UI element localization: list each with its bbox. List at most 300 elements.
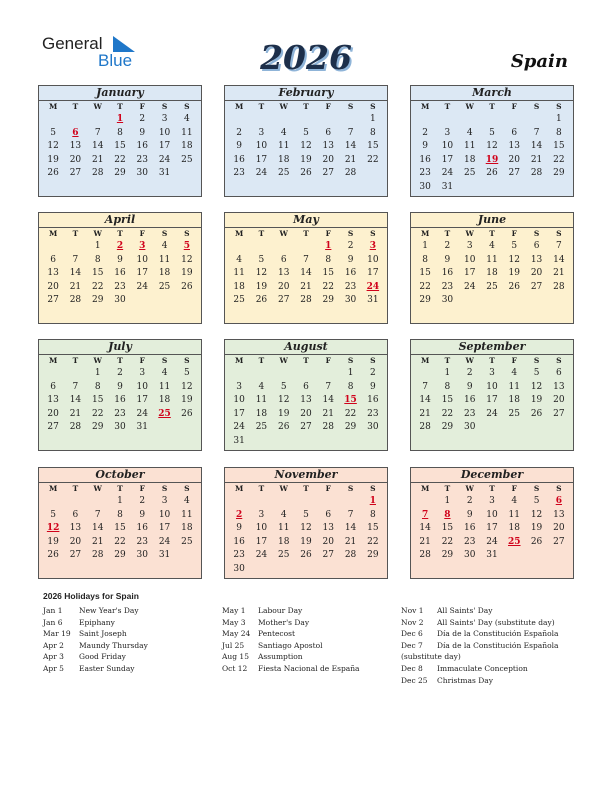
weekday-header: W <box>465 229 474 238</box>
weekday-header: M <box>420 229 430 238</box>
day-cell: 2 <box>347 241 354 251</box>
empty-cell <box>317 495 339 509</box>
day-cell: 5 <box>489 127 495 138</box>
day-cell: 20 <box>277 281 290 292</box>
weekday-header: W <box>465 356 474 365</box>
holiday-row <box>222 640 392 652</box>
holiday-name: Labour Day <box>258 606 303 615</box>
day-cell: 25 <box>255 422 268 433</box>
month-october <box>38 467 202 579</box>
day-cell: 19 <box>300 536 312 547</box>
month-grid <box>39 101 201 181</box>
day-cell: 17 <box>463 268 476 279</box>
day-cell: 26 <box>300 550 312 561</box>
empty-cell <box>317 113 339 127</box>
day-cell: 27 <box>47 295 59 306</box>
day-cell: 23 <box>114 281 126 292</box>
day-cell: 11 <box>277 141 290 152</box>
day-cell: 14 <box>553 254 565 265</box>
holiday-day-cell: 6 <box>72 127 79 138</box>
day-cell: 17 <box>441 154 454 165</box>
day-cell: 22 <box>419 281 431 292</box>
empty-cell <box>414 367 436 381</box>
day-cell: 5 <box>50 509 56 520</box>
day-cell: 30 <box>114 295 126 306</box>
day-cell: 22 <box>322 281 334 292</box>
day-cell: 6 <box>325 127 332 138</box>
weekday-header: F <box>511 484 517 493</box>
holiday-date: Dec 25 <box>401 675 428 685</box>
weekday-header: S <box>347 356 354 365</box>
month-name: May <box>225 213 387 228</box>
day-cell: 16 <box>233 536 245 547</box>
day-cell: 24 <box>255 168 268 179</box>
day-cell: 19 <box>277 408 290 419</box>
holiday-day-cell: 12 <box>46 523 60 534</box>
empty-cell <box>295 113 317 127</box>
day-cell: 23 <box>441 281 454 292</box>
day-cell: 24 <box>136 408 148 419</box>
day-cell: 9 <box>466 381 473 392</box>
day-cell: 11 <box>463 141 476 152</box>
day-cell: 15 <box>114 141 126 152</box>
month-grid <box>411 355 573 435</box>
empty-cell <box>42 495 64 509</box>
weekday-header: W <box>93 484 102 493</box>
weekday-header: S <box>556 229 562 238</box>
weekday-header: S <box>556 484 562 493</box>
day-cell: 11 <box>277 523 290 534</box>
weekday-header: T <box>258 102 265 111</box>
day-cell: 18 <box>277 536 290 547</box>
day-cell: 2 <box>369 368 376 378</box>
day-cell: 19 <box>47 536 59 547</box>
day-cell: 27 <box>322 550 334 561</box>
day-cell: 28 <box>69 422 82 433</box>
day-cell: 5 <box>533 368 540 378</box>
day-cell: 22 <box>441 408 454 419</box>
day-cell: 28 <box>419 422 431 433</box>
day-cell: 31 <box>367 295 379 306</box>
holiday-name: Assumption <box>258 652 303 662</box>
empty-cell <box>250 240 272 254</box>
holiday-day-cell: 3 <box>139 241 146 251</box>
day-cell: 22 <box>553 154 565 165</box>
day-cell: 13 <box>322 523 334 534</box>
holiday-row <box>401 605 571 617</box>
day-cell: 3 <box>258 127 265 138</box>
weekday-header: T <box>444 356 451 365</box>
day-cell: 23 <box>114 408 126 419</box>
day-cell: 8 <box>325 254 332 265</box>
day-cell: 11 <box>508 381 520 392</box>
day-cell: 28 <box>344 168 357 179</box>
page-title-year: 2026 <box>260 38 352 77</box>
day-cell: 23 <box>136 536 148 547</box>
weekday-header: F <box>139 484 145 493</box>
weekday-header: M <box>48 356 58 365</box>
day-cell: 5 <box>533 496 540 506</box>
weekday-header: S <box>347 229 354 238</box>
holiday-column <box>43 605 213 675</box>
day-cell: 11 <box>233 268 245 279</box>
month-november <box>224 467 388 579</box>
day-cell: 29 <box>344 422 357 433</box>
day-cell: 29 <box>91 295 104 306</box>
empty-cell <box>481 113 503 127</box>
day-cell: 4 <box>161 241 168 251</box>
day-cell: 7 <box>94 509 101 520</box>
day-cell: 10 <box>486 509 498 520</box>
weekday-header: F <box>325 229 331 238</box>
day-cell: 8 <box>555 127 562 138</box>
weekday-header: F <box>325 356 331 365</box>
day-cell: 20 <box>300 408 312 419</box>
holiday-row <box>401 617 571 629</box>
month-may <box>224 212 388 324</box>
empty-cell <box>64 367 86 381</box>
day-cell: 3 <box>489 496 495 506</box>
day-cell: 15 <box>367 523 379 534</box>
day-cell: 21 <box>91 536 104 547</box>
day-cell: 29 <box>419 295 431 306</box>
day-cell: 28 <box>91 550 104 561</box>
day-cell: 13 <box>508 141 520 152</box>
day-cell: 18 <box>486 268 498 279</box>
day-cell: 25 <box>277 550 290 561</box>
empty-cell <box>339 495 361 509</box>
day-cell: 14 <box>344 523 357 534</box>
month-grid <box>39 483 201 563</box>
day-cell: 20 <box>322 536 334 547</box>
day-cell: 31 <box>136 422 148 433</box>
day-cell: 5 <box>258 254 265 265</box>
empty-cell <box>228 367 250 381</box>
holiday-row <box>43 640 213 652</box>
day-cell: 12 <box>300 141 312 152</box>
day-cell: 23 <box>233 168 245 179</box>
day-cell: 25 <box>508 408 520 419</box>
day-cell: 6 <box>555 368 562 378</box>
day-cell: 16 <box>136 141 148 152</box>
day-cell: 20 <box>508 154 520 165</box>
month-name: February <box>225 86 387 101</box>
holiday-name: Día de la Constitución Española <box>437 629 559 639</box>
day-cell: 13 <box>300 395 312 406</box>
month-name: November <box>225 468 387 483</box>
month-grid <box>225 483 387 577</box>
day-cell: 17 <box>136 268 148 279</box>
holiday-name: Pentecost <box>258 629 296 639</box>
day-cell: 18 <box>181 523 193 534</box>
day-cell: 18 <box>233 281 245 292</box>
day-cell: 9 <box>139 127 146 138</box>
month-name: September <box>411 340 573 355</box>
day-cell: 6 <box>325 509 332 520</box>
weekday-header: S <box>161 484 168 493</box>
weekday-header: F <box>139 102 145 111</box>
day-cell: 23 <box>463 536 476 547</box>
weekday-header: S <box>347 484 354 493</box>
day-cell: 24 <box>255 550 268 561</box>
day-cell: 24 <box>136 281 148 292</box>
day-cell: 24 <box>158 536 171 547</box>
weekday-header: T <box>117 229 123 238</box>
day-cell: 7 <box>303 254 309 265</box>
weekday-header: T <box>72 229 79 238</box>
weekday-header: T <box>117 102 123 111</box>
holiday-day-cell: 25 <box>158 408 171 419</box>
day-cell: 10 <box>233 395 245 406</box>
day-cell: 5 <box>183 368 190 378</box>
day-cell: 1 <box>555 114 562 124</box>
empty-cell <box>273 240 295 254</box>
month-grid <box>39 228 201 308</box>
day-cell: 23 <box>419 168 431 179</box>
day-cell: 29 <box>322 295 334 306</box>
day-cell: 30 <box>114 422 126 433</box>
weekday-header: S <box>533 229 540 238</box>
holiday-date: Aug 15 <box>222 652 249 662</box>
month-name: July <box>39 340 201 355</box>
day-cell: 14 <box>322 395 334 406</box>
holiday-day-cell: 1 <box>116 114 124 124</box>
holiday-date: Jan 1 <box>43 606 63 615</box>
day-cell: 24 <box>463 281 476 292</box>
day-cell: 15 <box>322 268 334 279</box>
holiday-date: Nov 2 <box>401 617 424 627</box>
day-cell: 15 <box>114 523 126 534</box>
day-cell: 7 <box>94 127 101 138</box>
weekday-header: S <box>184 484 190 493</box>
weekday-header: S <box>184 356 190 365</box>
weekday-header: T <box>489 229 495 238</box>
day-cell: 27 <box>322 168 334 179</box>
day-cell: 29 <box>441 422 454 433</box>
day-cell: 12 <box>530 381 543 392</box>
holiday-row <box>222 617 392 629</box>
holiday-name: Mother's Day <box>258 617 310 627</box>
day-cell: 27 <box>553 536 565 547</box>
holiday-day-cell: 1 <box>369 496 376 506</box>
day-cell: 14 <box>419 523 431 534</box>
weekday-header: F <box>325 102 331 111</box>
empty-cell <box>273 113 295 127</box>
holiday-day-cell: 2 <box>116 241 124 251</box>
day-cell: 30 <box>441 295 454 306</box>
day-cell: 30 <box>344 295 357 306</box>
day-cell: 11 <box>486 254 498 265</box>
weekday-header: M <box>420 356 430 365</box>
day-cell: 29 <box>114 168 126 179</box>
day-cell: 9 <box>117 254 123 265</box>
day-cell: 15 <box>553 141 565 152</box>
day-cell: 19 <box>530 523 543 534</box>
day-cell: 28 <box>553 281 565 292</box>
weekday-header: T <box>444 229 451 238</box>
day-cell: 4 <box>258 381 265 392</box>
holiday-row <box>401 663 571 675</box>
weekday-header: S <box>161 102 168 111</box>
empty-cell <box>273 495 295 509</box>
day-cell: 10 <box>441 141 454 152</box>
day-cell: 2 <box>466 368 473 378</box>
month-grid <box>411 228 573 308</box>
holiday-date: Jul 25 <box>222 640 245 650</box>
empty-cell <box>436 113 458 127</box>
day-cell: 21 <box>419 536 431 547</box>
day-cell: 14 <box>91 141 104 152</box>
empty-cell <box>250 367 272 381</box>
day-cell: 23 <box>367 408 379 419</box>
country-title: Spain <box>510 51 568 72</box>
day-cell: 5 <box>511 241 518 251</box>
holiday-name: Fiesta Nacional de España <box>258 663 360 673</box>
weekday-header: F <box>139 356 145 365</box>
holiday-column <box>222 605 392 675</box>
day-cell: 10 <box>136 381 148 392</box>
holiday-row <box>401 675 571 687</box>
weekday-header: S <box>533 102 540 111</box>
day-cell: 23 <box>136 154 148 165</box>
day-cell: 4 <box>466 127 473 138</box>
day-cell: 10 <box>486 381 498 392</box>
day-cell: 27 <box>47 422 59 433</box>
weekday-header: T <box>489 102 495 111</box>
day-cell: 12 <box>277 395 290 406</box>
month-grid <box>225 355 387 449</box>
day-cell: 26 <box>508 281 520 292</box>
day-cell: 25 <box>181 154 193 165</box>
empty-cell <box>503 113 525 127</box>
holiday-day-cell: 3 <box>369 241 376 251</box>
weekday-header: T <box>258 229 265 238</box>
day-cell: 14 <box>69 268 82 279</box>
weekday-header: T <box>489 484 495 493</box>
day-cell: 16 <box>344 268 357 279</box>
day-cell: 17 <box>255 154 268 165</box>
holiday-date: May 3 <box>222 617 246 627</box>
weekday-header: M <box>48 102 58 111</box>
holiday-day-cell: 2 <box>236 509 243 520</box>
day-cell: 13 <box>277 268 290 279</box>
day-cell: 12 <box>181 254 193 265</box>
day-cell: 30 <box>233 563 245 574</box>
day-cell: 31 <box>486 550 498 561</box>
day-cell: 21 <box>344 154 357 165</box>
empty-cell <box>42 367 64 381</box>
day-cell: 23 <box>344 281 357 292</box>
day-cell: 26 <box>486 168 498 179</box>
holiday-date: Jan 6 <box>43 617 63 627</box>
day-cell: 21 <box>69 281 82 292</box>
weekday-header: F <box>139 229 145 238</box>
weekday-header: T <box>303 229 309 238</box>
day-cell: 20 <box>69 154 82 165</box>
day-cell: 9 <box>422 141 428 152</box>
day-cell: 6 <box>280 254 287 265</box>
day-cell: 17 <box>486 395 498 406</box>
day-cell: 18 <box>255 408 268 419</box>
day-cell: 10 <box>136 254 148 265</box>
day-cell: 26 <box>530 408 543 419</box>
weekday-header: T <box>303 102 309 111</box>
day-cell: 17 <box>486 523 498 534</box>
day-cell: 3 <box>139 368 146 378</box>
day-cell: 9 <box>466 509 473 520</box>
empty-cell <box>414 113 436 127</box>
day-cell: 30 <box>463 550 476 561</box>
weekday-header: T <box>444 484 451 493</box>
day-cell: 5 <box>303 509 309 520</box>
holiday-date: Apr 2 <box>43 640 64 650</box>
day-cell: 4 <box>236 254 242 265</box>
day-cell: 29 <box>367 550 379 561</box>
day-cell: 20 <box>553 523 565 534</box>
empty-cell <box>42 240 64 254</box>
holiday-name: Easter Sunday <box>79 663 135 673</box>
weekday-header: S <box>556 356 562 365</box>
month-name: March <box>411 86 573 101</box>
day-cell: 3 <box>444 127 451 138</box>
month-march <box>410 85 574 197</box>
day-cell: 10 <box>463 254 476 265</box>
empty-cell <box>414 495 436 509</box>
month-name: December <box>411 468 573 483</box>
day-cell: 13 <box>530 254 543 265</box>
day-cell: 22 <box>367 536 379 547</box>
weekday-header: T <box>117 484 123 493</box>
day-cell: 29 <box>91 422 104 433</box>
holiday-name: Saint Joseph <box>79 629 127 639</box>
day-cell: 21 <box>419 408 431 419</box>
day-cell: 18 <box>463 154 476 165</box>
day-cell: 20 <box>69 536 82 547</box>
day-cell: 25 <box>463 168 476 179</box>
day-cell: 19 <box>255 281 268 292</box>
holiday-name: Día de la Constitución Española <box>437 640 559 650</box>
day-cell: 8 <box>422 254 428 265</box>
weekday-header: S <box>556 102 562 111</box>
day-cell: 15 <box>441 523 454 534</box>
weekday-header: W <box>279 102 288 111</box>
holiday-row <box>401 640 571 652</box>
day-cell: 13 <box>47 268 59 279</box>
holiday-day-cell: 15 <box>344 395 357 406</box>
day-cell: 22 <box>91 408 104 419</box>
holiday-day-cell: 5 <box>183 241 190 251</box>
day-cell: 21 <box>91 154 104 165</box>
holiday-day-cell: 25 <box>508 536 521 547</box>
day-cell: 11 <box>255 395 268 406</box>
empty-cell <box>295 240 317 254</box>
empty-cell <box>87 495 109 509</box>
weekday-header: F <box>511 229 517 238</box>
weekday-header: F <box>511 356 517 365</box>
brand-line1: General <box>42 34 103 53</box>
holiday-row <box>43 628 213 640</box>
day-cell: 5 <box>50 127 56 138</box>
day-cell: 18 <box>508 523 520 534</box>
month-september <box>410 339 574 451</box>
day-cell: 5 <box>303 127 309 138</box>
day-cell: 8 <box>369 509 376 520</box>
month-grid <box>225 101 387 181</box>
day-cell: 2 <box>466 496 473 506</box>
day-cell: 12 <box>508 254 520 265</box>
day-cell: 21 <box>553 268 565 279</box>
day-cell: 8 <box>94 381 101 392</box>
